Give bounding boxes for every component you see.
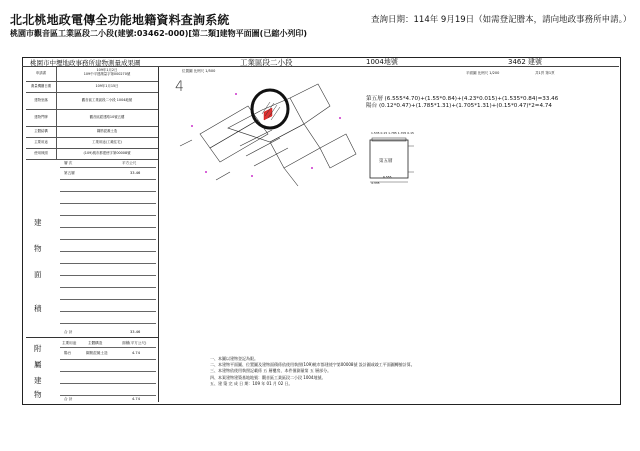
- row-label: 主體結構: [34, 129, 48, 133]
- vertical-label-char: 附: [34, 344, 42, 353]
- location-scale: 位置圖 比例尺 1/500: [182, 69, 216, 73]
- aux-use: 陽台: [64, 351, 72, 355]
- row-line: [60, 203, 156, 204]
- vertical-label-char: 建: [34, 376, 42, 385]
- plan-dim-side: 4.335: [371, 181, 380, 185]
- row-line: [60, 191, 156, 192]
- row-line: [60, 263, 156, 264]
- plan-room-label: 第五層: [379, 159, 393, 164]
- row-line: [60, 287, 156, 288]
- survey-notes: [210, 356, 415, 387]
- row-line: [60, 383, 156, 384]
- aux-total-value: 4.74: [132, 397, 141, 401]
- building-number: 3462 建號: [508, 58, 543, 66]
- area-calc-line1: 第五層 (6.555*4.70)+(1.55*0.84)+(4.23*0.015)+(1.535*0.84)=33.46: [366, 96, 559, 102]
- total-label: 合 計: [64, 330, 73, 334]
- vertical-label-char: 物: [34, 244, 42, 253]
- section-name: 工業區段二小段: [240, 58, 293, 67]
- row-label: 建物門牌: [34, 115, 48, 119]
- row-line: [60, 215, 156, 216]
- row-line: [60, 179, 156, 180]
- row-value: 觀音區工業區段二小段 1004地號: [81, 98, 133, 102]
- aux-header: 主要用途: [62, 341, 77, 345]
- floor-header: 層 次: [64, 161, 73, 165]
- building-info-table: [26, 67, 159, 402]
- vertical-label-char: 物: [34, 390, 42, 399]
- row-line: [60, 227, 156, 228]
- column-divider: [56, 67, 57, 159]
- row-label: 主要用途: [34, 140, 48, 144]
- area-calc-line2: 陽台 (0.12*0.47)+(1.785*1.31)+(1.705*1.31)+(0.15*0.47)*2=4.74: [366, 103, 552, 109]
- row-line: [60, 239, 156, 240]
- vertical-label-char: 積: [34, 304, 42, 313]
- row-line: [60, 323, 156, 324]
- row-label: 申請書: [35, 71, 47, 75]
- note-line: 二、本建物平面圖、位置圖及建物面積係依使用執照(109)桃市都建使字第00008號 設計圖或竣工平面圖轉繪計算。: [210, 362, 415, 368]
- aux-structure: 鋼筋混凝土造: [86, 351, 108, 355]
- row-line: [60, 371, 156, 372]
- note-line: 四、本案建物建築基地地號：觀音區工業區段二小段 1004地號。: [210, 374, 326, 380]
- aux-header: 主體構造: [88, 341, 103, 345]
- location-map: [170, 76, 360, 192]
- floor-name: 第五層: [64, 171, 75, 175]
- plan-scale: 平面圖 比例尺 1/200: [466, 71, 500, 75]
- aux-area: 4.74: [132, 351, 141, 355]
- table-row: [26, 92, 158, 110]
- row-value: 109年1月15日: [95, 84, 119, 88]
- aux-header: 面積(平方公尺): [122, 341, 147, 345]
- row-value: 工業用途(工廠住宅): [92, 140, 122, 144]
- land-number: 1004地號: [366, 58, 398, 66]
- table-row: [26, 67, 158, 82]
- aux-total-label: 合 計: [64, 397, 73, 401]
- area-header: 平方公尺: [122, 161, 137, 165]
- plan-dim-bottom: 6.555: [383, 175, 392, 179]
- row-value: 109年1月2日 109中平建測量字第000270號: [83, 68, 131, 76]
- row-line: [60, 275, 156, 276]
- query-date: 查詢日期：114年 9月19日（如需登記謄本，請向地政事務所申請。）: [371, 15, 632, 25]
- total-value: 33.46: [130, 330, 141, 334]
- system-title: 北北桃地政電傳全功能地籍資料查詢系統: [10, 13, 230, 27]
- row-line: [60, 251, 156, 252]
- office-title: 桃園市中壢地政事務所建物測量成果圖: [30, 59, 141, 67]
- floor-area: 33.46: [130, 171, 141, 175]
- row-label: 使用執照: [34, 151, 48, 155]
- row-value: 鋼筋混凝土造: [96, 129, 118, 133]
- vertical-label-char: 屬: [34, 360, 42, 369]
- table-row: [26, 148, 158, 160]
- row-line: [60, 167, 156, 168]
- document-subtitle: 桃園市觀音區工業區段二小段(建號:03462-000)[第二類]建物平面圖(已縮小列印): [10, 29, 307, 38]
- row-line: [60, 299, 156, 300]
- row-line: [60, 311, 156, 312]
- plan-dim-top: 1.535 0.15 1.785 1.705 0.15: [371, 131, 414, 135]
- row-line: [60, 359, 156, 360]
- row-line: [60, 395, 156, 396]
- page-indicator: 共1頁 第1頁: [535, 71, 555, 75]
- area-calculation: [366, 96, 558, 110]
- row-label: 建物坐落: [34, 98, 48, 102]
- row-value: (109)桃市都建使字第00008號: [83, 151, 131, 155]
- note-line: 一、本圖以建物登記為限。: [210, 356, 258, 361]
- vertical-label-char: 面: [34, 270, 42, 279]
- note-line: 三、本建物依使用執照記載係 五 層樓房，本件僅測量第 五 層部分。: [210, 368, 332, 374]
- row-label: 測量機關日期: [30, 84, 52, 88]
- note-line: 五、建 築 完 成 日 期：109 年 01 月 02 日。: [210, 380, 293, 386]
- vertical-label-char: 建: [34, 218, 42, 227]
- row-line: [60, 347, 156, 348]
- section-divider: [26, 337, 158, 338]
- row-value: 觀音區經建路10號五樓: [89, 115, 125, 119]
- plot-number: 4: [175, 79, 184, 95]
- table-row: [26, 109, 158, 127]
